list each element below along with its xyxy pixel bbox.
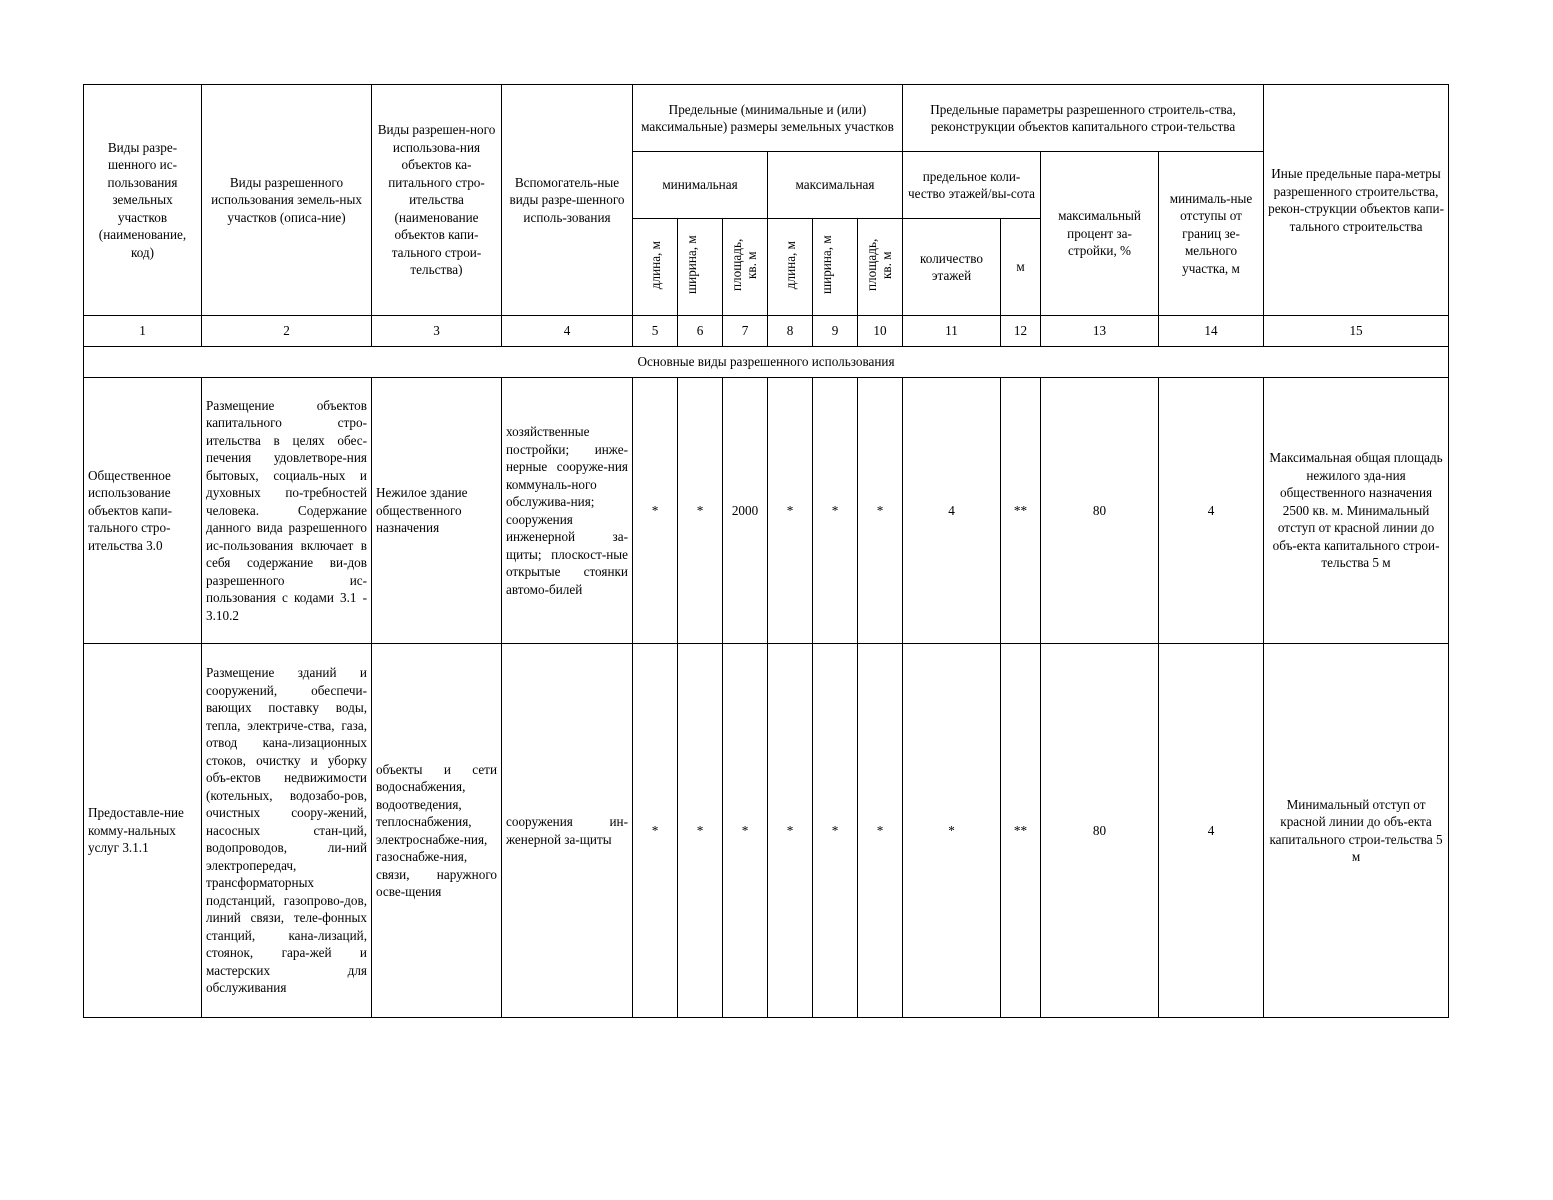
- header-plot-sizes: Предельные (минимальные и (или) максимальные) размеры земельных участков: [633, 85, 903, 152]
- header-max-width: ширина, м: [813, 219, 858, 316]
- header-max-area: площадь, кв. м: [858, 219, 903, 316]
- col-number: 8: [768, 316, 813, 347]
- row-use-name: Общественное использование объектов капи-тального стро-ительства 3.0: [84, 378, 202, 644]
- header-land-use-description: Виды разрешенного использования земель-ных участков (описа-ние): [202, 85, 372, 316]
- row-other-params: Минимальный отступ от красной линии до объ-екта капитального строи-тельства 5 м: [1264, 644, 1449, 1018]
- header-min-area: площадь, кв. м: [723, 219, 768, 316]
- col-number: 14: [1159, 316, 1264, 347]
- row-min-length: *: [633, 378, 678, 644]
- row-use-name: Предоставле-ние комму-нальных услуг 3.1.1: [84, 644, 202, 1018]
- row-auxiliary: хозяйственные постройки; инже-нерные сооруже-ния коммуналь-ного обслужива-ния; сооружения инженерной за-щиты; плоскост-ные открытые стоянки автомо-билей: [502, 378, 633, 644]
- col-number: 4: [502, 316, 633, 347]
- col-number: 13: [1041, 316, 1159, 347]
- header-minimum: минимальная: [633, 152, 768, 219]
- row-max-length: *: [768, 378, 813, 644]
- section-title: Основные виды разрешенного использования: [84, 347, 1449, 378]
- header-min-width: ширина, м: [678, 219, 723, 316]
- zoning-table: [83, 84, 1449, 1018]
- header-land-use-name: Виды разре-шенного ис-пользования земельных участков (наименование, код): [84, 85, 202, 316]
- header-auxiliary-uses: Вспомогатель-ные виды разре-шенного исполь-зования: [502, 85, 633, 316]
- header-floors-height: предельное коли-чество этажей/вы-сота: [903, 152, 1041, 219]
- row-max-percent: 80: [1041, 378, 1159, 644]
- col-number: 1: [84, 316, 202, 347]
- col-number: 9: [813, 316, 858, 347]
- table-row: [84, 644, 1449, 1018]
- row-min-offset: 4: [1159, 644, 1264, 1018]
- row-min-area: 2000: [723, 378, 768, 644]
- header-max-length: длина, м: [768, 219, 813, 316]
- row-description: Размещение объектов капитального стро-ительства в целях обес-печения удовлетворе-ния бытовых, социаль-ных и духовных по-требностей человека. Содержание данного вида разрешенного ис-пользования включает в себя содержание ви-дов разрешенного ис-пользования с кодами 3.1 - 3.10.2: [202, 378, 372, 644]
- col-number: 10: [858, 316, 903, 347]
- row-other-params: Максимальная общая площадь нежилого зда-ния общественного назначения 2500 кв. м. Минимальный отступ от красной линии до объ-екта капитального строи-тельства 5 м: [1264, 378, 1449, 644]
- row-objects: объекты и сети водоснабжения, водоотведения, теплоснабжения, электроснабже-ния, газоснабже-ния, связи, наружного осве-щения: [372, 644, 502, 1018]
- row-max-length: *: [768, 644, 813, 1018]
- col-number: 6: [678, 316, 723, 347]
- row-objects: Нежилое здание общественного назначения: [372, 378, 502, 644]
- header-min-offsets: минималь-ные отступы от границ зе-мельного участка, м: [1159, 152, 1264, 316]
- col-number: 7: [723, 316, 768, 347]
- column-numbers-row: [84, 316, 1449, 347]
- row-max-percent: 80: [1041, 644, 1159, 1018]
- row-min-width: *: [678, 378, 723, 644]
- row-height: **: [1001, 378, 1041, 644]
- header-floors-count: количество этажей: [903, 219, 1001, 316]
- row-height: **: [1001, 644, 1041, 1018]
- header-row: [84, 85, 1449, 152]
- row-min-offset: 4: [1159, 378, 1264, 644]
- header-construction-params: Предельные параметры разрешенного строитель-ства, реконструкции объектов капитального строи-тельства: [903, 85, 1264, 152]
- header-capital-objects: Виды разрешен-ного использова-ния объектов ка-питального стро-ительства (наименование объектов капи-тального строи-тельства): [372, 85, 502, 316]
- col-number: 2: [202, 316, 372, 347]
- row-description: Размещение зданий и сооружений, обеспечи-вающих поставку воды, тепла, электриче-ства, газа, отвод кана-лизационных стоков, очистку и уборку объ-ектов недвижимости (котельных, водозабо-ров, очистных соору-жений, насосных стан-ций, водопроводов, ли-ний электропередач, трансформаторных подстанций, газопрово-дов, линий связи, теле-фонных станций, кана-лизаций, стоянок, гара-жей и мастерских для обслуживания: [202, 644, 372, 1018]
- row-max-width: *: [813, 644, 858, 1018]
- table-row: [84, 378, 1449, 644]
- col-number: 5: [633, 316, 678, 347]
- col-number: 3: [372, 316, 502, 347]
- header-other-params: Иные предельные пара-метры разрешенного строительства, рекон-струкции объектов капи-тального строительства: [1264, 85, 1449, 316]
- row-min-width: *: [678, 644, 723, 1018]
- col-number: 15: [1264, 316, 1449, 347]
- row-floors: 4: [903, 378, 1001, 644]
- row-min-length: *: [633, 644, 678, 1018]
- row-max-width: *: [813, 378, 858, 644]
- row-auxiliary: сооружения ин-женерной за-щиты: [502, 644, 633, 1018]
- header-max-percent: максимальный процент за-стройки, %: [1041, 152, 1159, 316]
- header-maximum: максимальная: [768, 152, 903, 219]
- row-floors: *: [903, 644, 1001, 1018]
- row-max-area: *: [858, 644, 903, 1018]
- section-row: [84, 347, 1449, 378]
- col-number: 12: [1001, 316, 1041, 347]
- row-max-area: *: [858, 378, 903, 644]
- row-min-area: *: [723, 644, 768, 1018]
- col-number: 11: [903, 316, 1001, 347]
- header-height-m: м: [1001, 219, 1041, 316]
- header-min-length: длина, м: [633, 219, 678, 316]
